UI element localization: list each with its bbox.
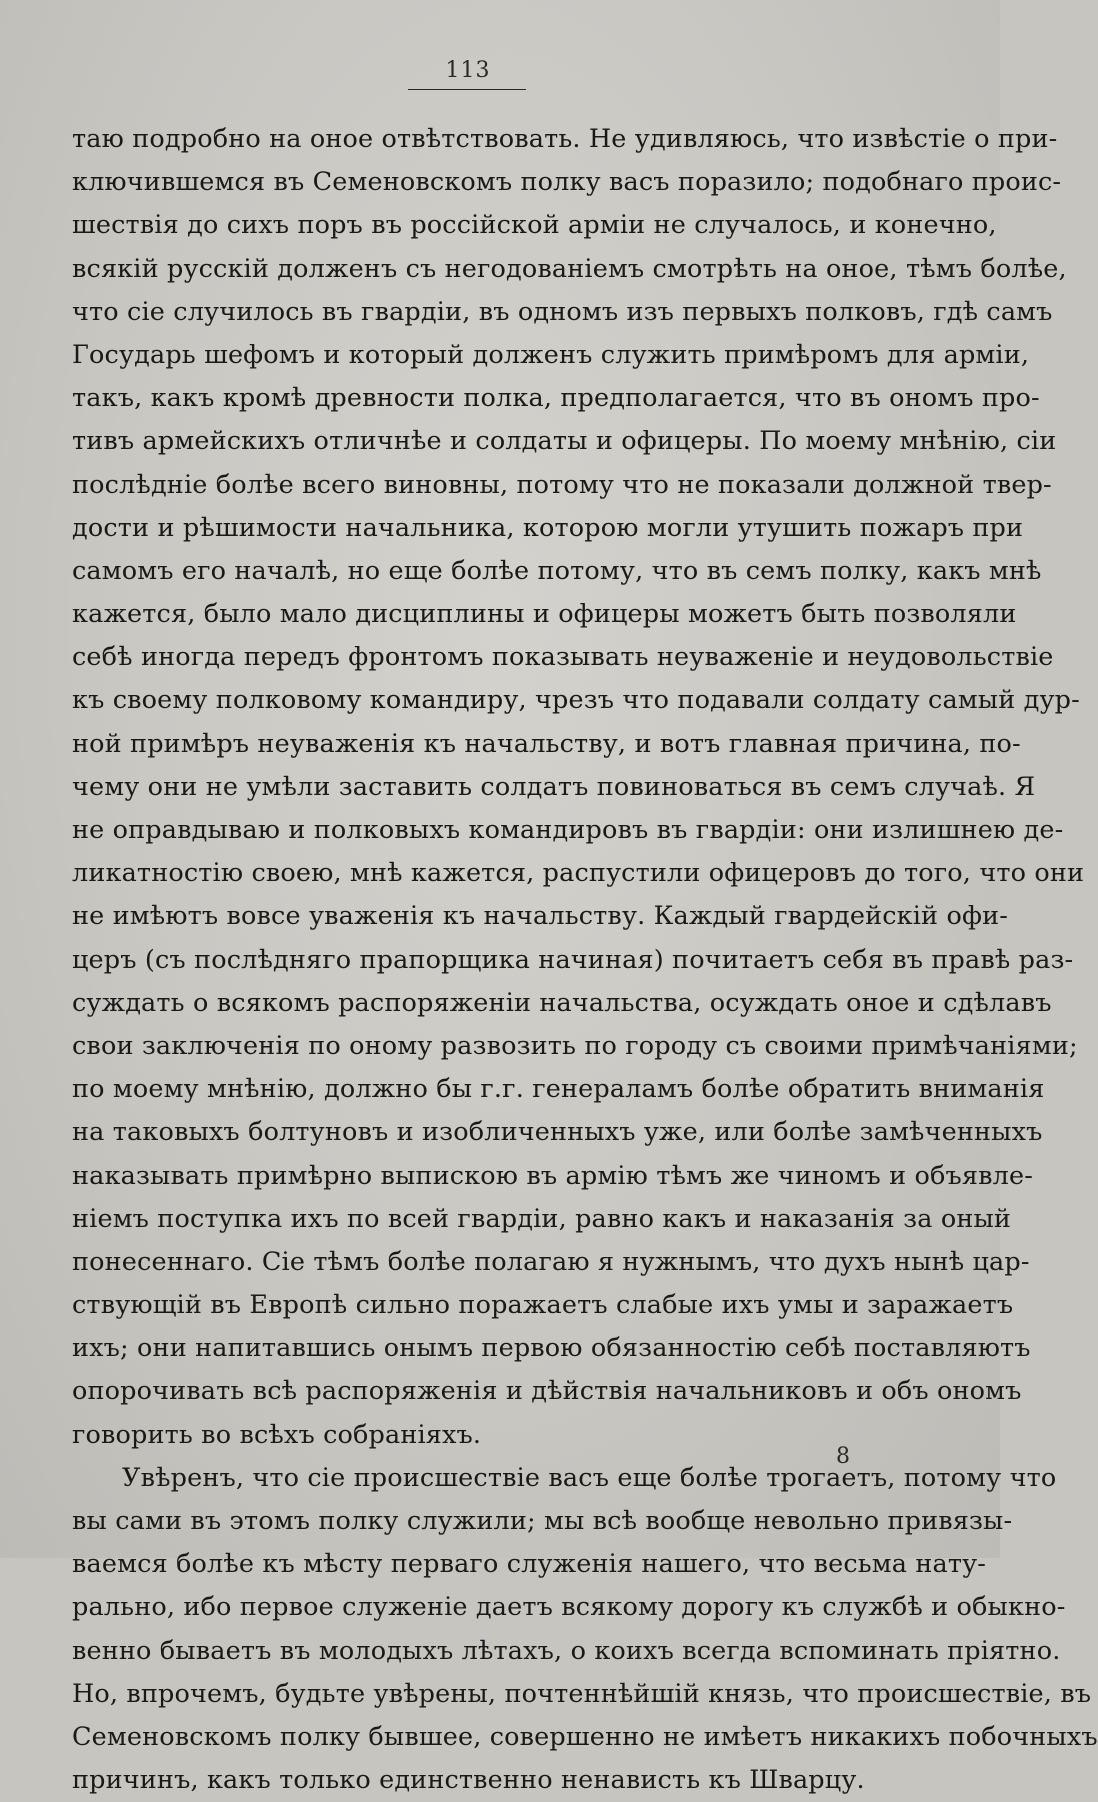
body-text [72, 118, 1098, 1802]
text-line: суждать о всякомъ распоряженіи начальства, осуждать оное и сдѣлавъ [72, 987, 1052, 1018]
text-line: чему они не умѣли заставить солдатъ повиноваться въ семъ случаѣ. Я [72, 771, 1036, 802]
text-line: ніемъ поступка ихъ по всей гвардіи, равно какъ и наказанія за оный [72, 1203, 1012, 1234]
text-line: венно бываетъ въ молодыхъ лѣтахъ, о коихъ всегда вспоминать пріятно. [72, 1635, 1061, 1666]
text-line: наказывать примѣрно выпискою въ армію тѣмъ же чиномъ и объявле- [72, 1160, 1034, 1191]
text-line: ной примѣръ неуваженія къ начальству, и вотъ главная причина, по- [72, 728, 1021, 759]
text-line: ключившемся въ Семеновскомъ полку васъ поразило; подобнаго проис- [72, 167, 1062, 198]
text-line: Государь шефомъ и который долженъ служить примѣромъ для арміи, [72, 339, 1030, 370]
text-line: не имѣютъ вовсе уваженія къ начальству. Каждый гвардейскій офи- [72, 901, 1008, 932]
text-line: такъ, какъ кромѣ древности полка, предполагается, что въ ономъ про- [72, 383, 1040, 414]
text-line: не оправдываю и полковыхъ командировъ въ гвардіи: они излишнею де- [72, 815, 1064, 845]
text-line: Увѣренъ, что сіе происшествіе васъ еще болѣе трогаетъ, потому что [122, 1462, 1057, 1493]
text-line: ваемся болѣе къ мѣсту перваго служенія нашего, что весьма нату- [72, 1549, 987, 1580]
text-line: ликатностію своею, мнѣ кажется, распустили офицеровъ до того, что они [72, 858, 1085, 889]
text-line: шествія до сихъ поръ въ россійской арміи не случалось, и конечно, [72, 210, 997, 241]
text-line: вы сами въ этомъ полку служили; мы всѣ вообще невольно привязы- [72, 1506, 1013, 1536]
header-rule [408, 89, 526, 90]
text-line: себѣ иногда передъ фронтомъ показывать неуваженіе и неудовольствіе [72, 642, 1054, 673]
text-line: Семеновскомъ полку бывшее, совершенно не имѣетъ никакихъ побочныхъ [72, 1721, 1098, 1752]
page-number: 113 [445, 58, 491, 83]
text-line: дости и рѣшимости начальника, которою могли утушить пожаръ при [72, 512, 1024, 543]
text-line: свои заключенія по оному развозить по городу съ своими примѣчаніями; [72, 1030, 1078, 1061]
text-line: рально, ибо первое служеніе даетъ всякому дорогу къ службѣ и обыкно- [72, 1592, 1066, 1623]
text-line: тивъ армейскихъ отличнѣе и солдаты и офицеры. По моему мнѣнію, сіи [72, 426, 1057, 457]
text-line: причинъ, какъ только единственно ненависть къ Шварцу. [72, 1765, 865, 1796]
text-line: къ своему полковому командиру, чрезъ что подавали солдату самый дур- [72, 685, 1080, 716]
text-line: Но, впрочемъ, будьте увѣрены, почтеннѣйшій князь, что происшествіе, въ [72, 1678, 1092, 1709]
text-line: говорить во всѣхъ собраніяхъ. [72, 1419, 482, 1450]
text-line: на таковыхъ болтуновъ и изобличенныхъ уже, или болѣе замѣченныхъ [72, 1117, 1043, 1148]
signature-mark: 8 [836, 1444, 850, 1469]
text-line: ствующій въ Европѣ сильно поражаетъ слабые ихъ умы и заражаетъ [72, 1290, 1014, 1321]
text-line: таю подробно на оное отвѣтствовать. Не удивляюсь, что извѣстіе о при- [72, 124, 1058, 154]
text-line: опорочивать всѣ распоряженія и дѣйствія начальниковъ и объ ономъ [72, 1376, 1022, 1407]
text-line: церъ (съ послѣдняго прапорщика начиная) почитаетъ себя въ правѣ раз- [72, 944, 1074, 975]
text-line: ихъ; они напитавшись онымъ первою обязанностію себѣ поставляютъ [72, 1333, 1031, 1364]
text-line: понесеннаго. Сіе тѣмъ болѣе полагаю я нужнымъ, что духъ нынѣ цар- [72, 1246, 1030, 1277]
text-line: самомъ его началѣ, но еще болѣе потому, что въ семъ полку, какъ мнѣ [72, 555, 1042, 586]
text-line: послѣдніе болѣе всего виновны, потому что не показали должной твер- [72, 469, 1052, 500]
text-line: что сіе случилось въ гвардіи, въ одномъ изъ первыхъ полковъ, гдѣ самъ [72, 296, 1053, 327]
text-line: по моему мнѣнію, должно бы г.г. генераламъ болѣе обратить вниманія [72, 1074, 1045, 1105]
text-line: кажется, было мало дисциплины и офицеры можетъ быть позволяли [72, 599, 1017, 630]
text-line: всякій русскій долженъ съ негодованіемъ смотрѣть на оное, тѣмъ болѣе, [72, 253, 1067, 284]
